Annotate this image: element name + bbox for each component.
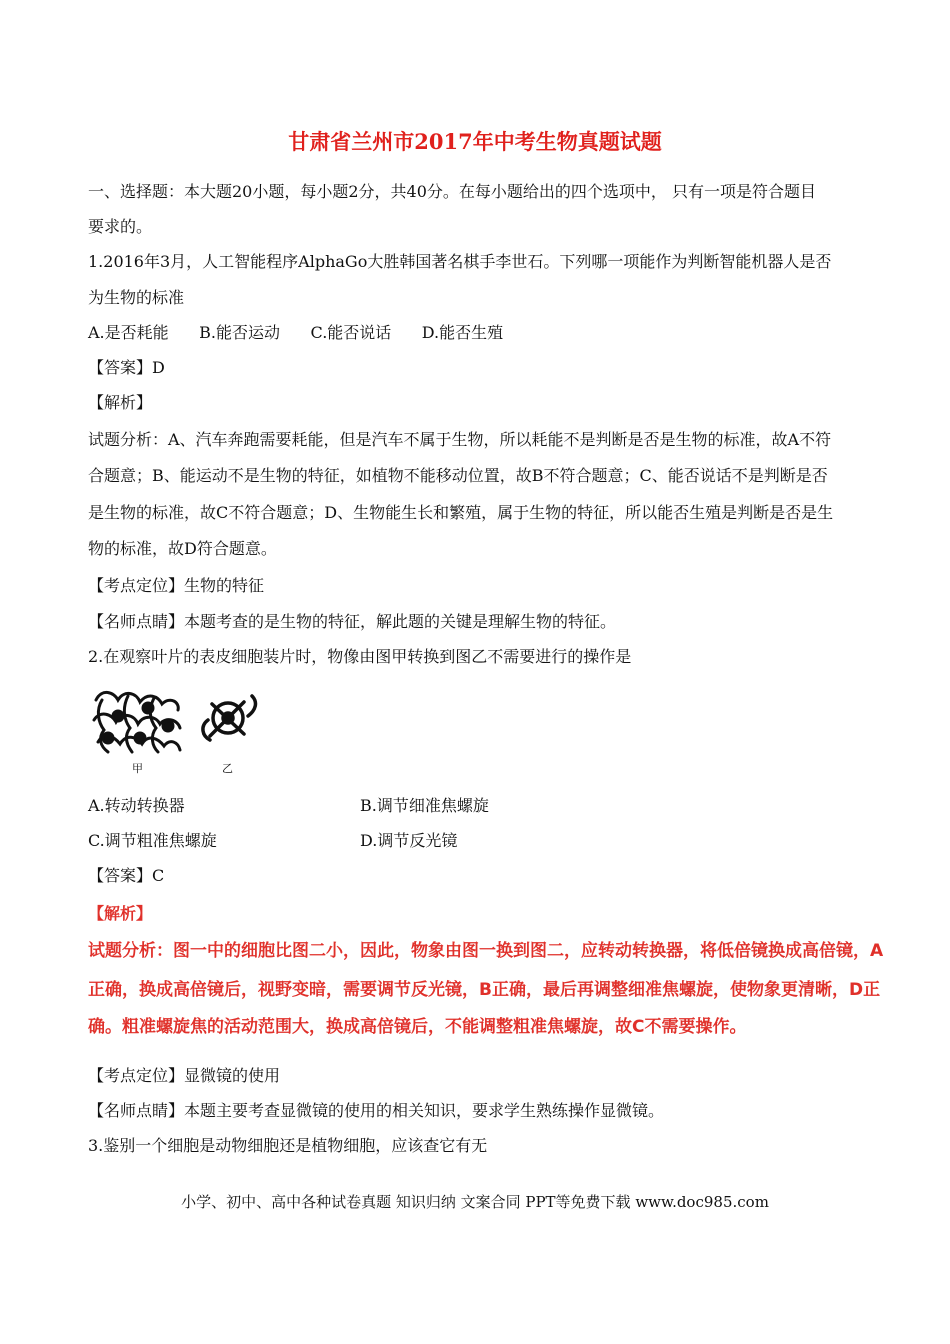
q3-stem: 3.鉴别一个细胞是动物细胞还是植物细胞，应该查它有无 [88, 1136, 488, 1155]
q2-point: 【考点定位】显微镜的使用 [88, 1066, 281, 1085]
q1-analysis-tag: 【解析】 [88, 393, 153, 412]
q2-option-b: B.调节细准焦螺旋 [360, 796, 489, 815]
q1-stem-line-1: 1.2016年3月，人工智能程序AlphaGo大胜韩国著名棋手李世石。下列哪一项能作为判断智能机器人是否 [88, 252, 832, 271]
q1-tip: 【名师点睛】本题考查的是生物的特征，解此题的关键是理解生物的特征。 [88, 612, 617, 631]
page-footer: 小学、初中、高中各种试卷真题 知识归纳 文案合同 PPT等免费下载 www.doc985.com [181, 1193, 769, 1211]
cell-images-svg [88, 680, 268, 780]
section-instruction-line-1: 一、选择题：本大题20小题，每小题2分，共40分。在每小题给出的四个选项中， 只有一项是符合题目 [88, 182, 816, 201]
q2-tip: 【名师点睛】本题主要考查显微镜的使用的相关知识，要求学生熟练操作显微镜。 [88, 1101, 665, 1120]
q1-point: 【考点定位】生物的特征 [88, 576, 265, 595]
q1-stem-line-2: 为生物的标准 [88, 288, 185, 307]
q2-analysis-tag: 【解析】 [88, 904, 153, 923]
q2-analysis-line-1: 试题分析：图一中的细胞比图二小，因此，物象由图一换到图二，应转动转换器，将低倍镜换成高倍镜，A [88, 941, 884, 961]
q2-option-d: D.调节反光镜 [360, 831, 458, 850]
q2-option-a: A.转动转换器 [88, 796, 185, 815]
figure-b-cell [203, 696, 256, 740]
microscope-figure [88, 680, 268, 780]
q2-option-c: C.调节粗准焦螺旋 [88, 831, 217, 850]
q1-analysis-line-3: 是生物的标准，故C不符合题意；D、生物能生长和繁殖，属于生物的特征，所以能否生殖是判断是否是生 [88, 503, 834, 522]
q1-analysis-line-1: 试题分析：A、汽车奔跑需要耗能，但是汽车不属于生物，所以耗能不是判断是否是生物的标准，故A不符 [88, 430, 832, 449]
q2-answer: 【答案】C [88, 866, 165, 885]
q1-analysis-line-4: 物的标准，故D符合题意。 [88, 539, 277, 558]
q1-answer: 【答案】D [88, 358, 165, 377]
q2-stem: 2.在观察叶片的表皮细胞装片时，物像由图甲转换到图乙不需要进行的操作是 [88, 647, 632, 666]
q2-analysis-line-3: 确。粗准螺旋焦的活动范围大，换成高倍镜后，不能调整粗准焦螺旋，故C不需要操作。 [88, 1017, 747, 1037]
section-instruction-line-2: 要求的。 [88, 217, 153, 236]
figure-a-cells [94, 692, 180, 752]
page-title: 甘肃省兰州市2017年中考生物真题试题 [288, 129, 662, 154]
q1-analysis-line-2: 合题意；B、能运动不是生物的特征，如植物不能移动位置，故B不符合题意；C、能否说话不是判断是否 [88, 466, 828, 485]
q2-analysis-line-2: 正确，换成高倍镜后，视野变暗，需要调节反光镜，B正确，最后再调整细准焦螺旋，使物象更清晰，D正 [88, 980, 881, 1000]
figure-b-label: 乙 [222, 762, 233, 775]
q1-options: A.是否耗能 B.能否运动 C.能否说话 D.能否生殖 [88, 323, 504, 342]
figure-a-label: 甲 [132, 762, 143, 775]
